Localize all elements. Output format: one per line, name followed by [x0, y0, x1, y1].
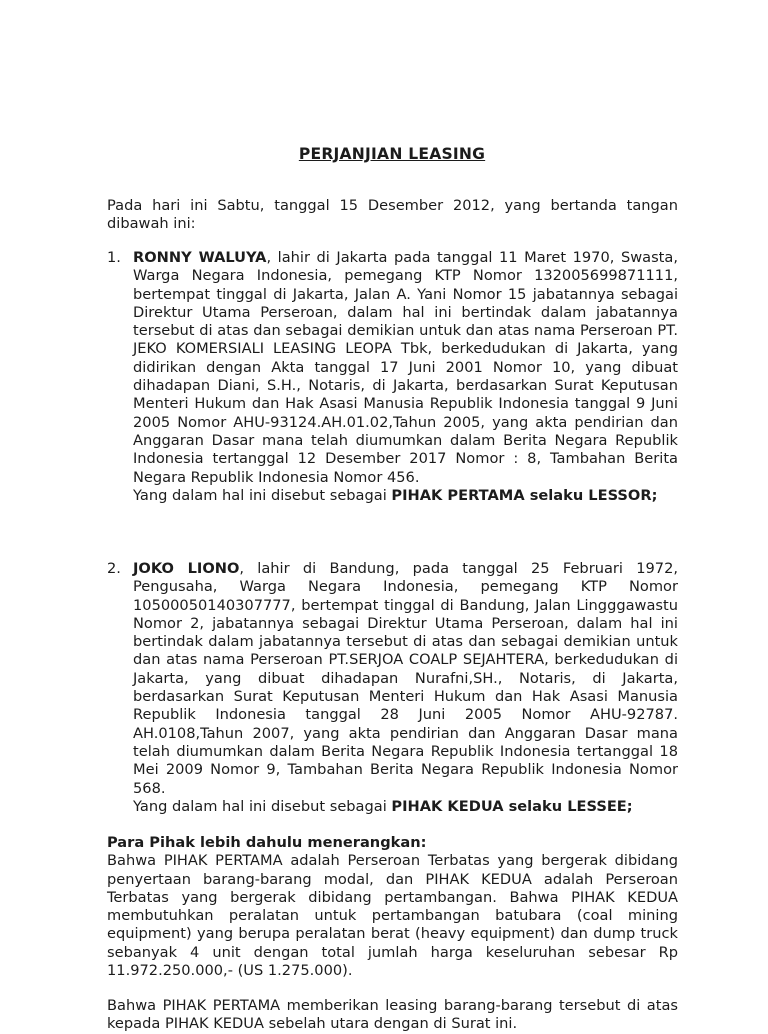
recitals-section	[107, 834, 678, 980]
party-name: RONNY WALUYA	[133, 249, 267, 266]
party-description: , lahir di Jakarta pada tanggal 11 Maret 1970, Swasta, Warga Negara Indonesia, pemegang KTP Nomor 13200569987111​1, bertempat tinggal di Jakarta, Jalan A. Yani Nomor 15 jabatannya sebagai Direktur Utama Perseroan, dalam hal ini bertindak dalam jabatannya tersebut di atas dan sebagai demikian untuk dan atas nama Perseroan PT. JEKO KOMERSIALI LEASING LEOPA Tbk, berkedudukan di Jakarta, yang didirikan dengan Akta tanggal 17 Juni 2001 Nomor 10, yang dibuat dihadapan Diani, S.H., Notaris, di Jakarta, berdasarkan Surat Keputusan Menteri Hukum dan Hak Asasi Manusia Republik Indonesia tanggal 9 Juni 2005 Nomor AHU-93124.AH.01.02,Tahun 2005, yang akta pendirian dan Anggaran Dasar mana telah diumumkan dalam Berita Negara Republik Indonesia tertanggal 12 Desember 2017 Nomor : 8, Tambahan Berita Negara Republik Indonesia Nomor 456.	[133, 249, 678, 486]
party-description: , lahir di Bandung, pada tanggal 25 Februari 1972, Pengusaha, Warga Negara Indonesia, pemegang KTP Nomor 10500050140307777, bertempat tinggal di Bandung, Jalan Lingggawastu Nomor 2, jabatannya sebagai Direktur Utama Perseroan, dalam hal ini bertindak dalam jabatannya tersebut di atas dan sebagai demikian untuk dan atas nama Perseroan PT.SERJOA COALP SEJAHTERA, berkedudukan di Jakarta, yang dibuat dihadapan Nurafni,SH., Notaris, di Jakarta, berdasarkan Surat Keputusan Menteri Hukum dan Hak Asasi Manusia Republik Indonesia tanggal 28 Juni 2005 Nomor AHU-92787. AH.0108,Tahun 2007, yang akta pendirian dan Anggaran Dasar mana telah diumumkan dalam Berita Negara Republik Indonesia tertanggal 18 Mei 2009 Nomor 9, Tambahan Berita Negara Republik Indonesia Nomor 568.	[133, 560, 678, 797]
party-name: JOKO LIONO	[133, 560, 240, 577]
party-number: 2.	[107, 560, 121, 577]
party-item-2	[107, 560, 678, 816]
document-title: PERJANJIAN LEASING	[298, 145, 486, 163]
party-designation: PIHAK KEDUA selaku LESSEE;	[391, 797, 633, 815]
recitals-heading: Para Pihak lebih dahulu menerangkan:	[107, 834, 427, 851]
party-number: 1.	[107, 249, 121, 266]
party-item-1	[107, 249, 678, 505]
party-designation: PIHAK PERTAMA selaku LESSOR;	[391, 486, 658, 504]
party-body	[133, 249, 678, 505]
intro-paragraph: Pada hari ini Sabtu, tanggal 15 Desember 2012, yang bertanda tangan dibawah ini:	[107, 197, 678, 233]
party-designation-prefix: Yang dalam hal ini disebut sebagai	[133, 797, 392, 815]
recital-paragraph: Bahwa PIHAK PERTAMA adalah Perseroan Terbatas yang bergerak dibidang penyertaan barang-barang modal, dan PIHAK KEDUA adalah Perseroan Terbatas yang bergerak dibidang pertambangan. Bahwa PIHAK KEDUA membutuhkan peralatan untuk pertambangan batubara (coal mining equipment) yang berupa peralatan berat (heavy equipment) dan dump truck sebanyak 4 unit dengan total jumlah harga keseluruhan sebesar Rp 11.972.250.000,- (US 1.275.000).	[107, 852, 678, 980]
recital-paragraph-2: Bahwa PIHAK PERTAMA memberikan leasing barang-barang tersebut di atas kepada PIHAK KEDUA sebelah utara dengan di Surat ini.	[107, 997, 678, 1033]
party-body	[133, 560, 678, 816]
party-designation-prefix: Yang dalam hal ini disebut sebagai	[133, 486, 392, 504]
